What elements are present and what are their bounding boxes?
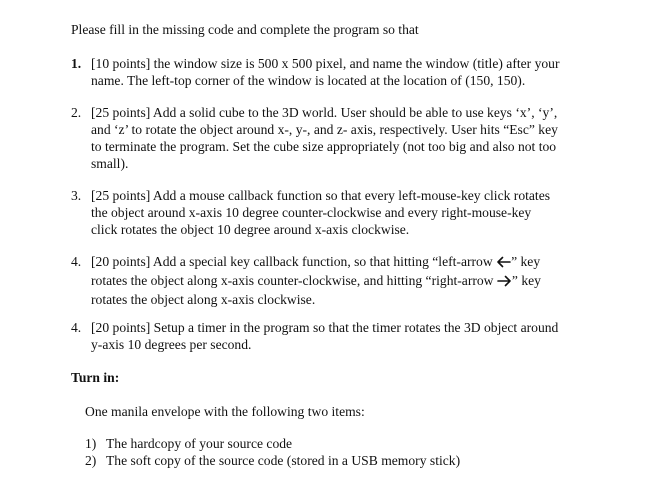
task-body: [91, 187, 601, 238]
task-line: [91, 272, 601, 291]
task-line: name. The left-top corner of the window is located at the location of (150, 150).: [91, 73, 526, 88]
task-body: [91, 104, 601, 172]
task-line: rotates the object along x-axis clockwise.: [91, 292, 316, 307]
task-line-text: ” key: [511, 273, 541, 288]
task-item-4: [71, 253, 601, 308]
task-line: [10 points] the window size is 500 x 500 pixel, and name the window (title) after your: [91, 56, 560, 71]
task-line: to terminate the program. Set the cube size appropriately (not too big and also not too: [91, 139, 557, 154]
task-body: [91, 319, 601, 353]
task-number: 4.: [71, 320, 82, 335]
left-arrow-icon: [496, 255, 511, 272]
task-body: [91, 55, 601, 89]
task-line: small).: [91, 156, 129, 171]
task-line-text: ” key: [511, 254, 541, 269]
task-number: 2.: [71, 105, 82, 120]
task-line: [20 points] Setup a timer in the program so that the timer rotates the 3D object around: [91, 320, 559, 335]
task-line: [25 points] Add a solid cube to the 3D world. User should be able to use keys ‘x’, ‘y’,: [91, 105, 558, 120]
right-arrow-icon: [497, 274, 512, 291]
task-line: and ‘z’ to rotate the object around x-, y-, and z- axis, respectively. User hits “Esc” key: [91, 122, 558, 137]
task-line: [91, 253, 601, 272]
task-item-2: [71, 104, 601, 172]
sub-item-1: [85, 435, 292, 452]
task-item-3: [71, 187, 601, 238]
task-line-text: [20 points] Add a special key callback function, so that hitting “left-arrow: [91, 254, 493, 269]
task-number: 1.: [71, 56, 82, 71]
sub-item-number: 2): [85, 453, 97, 468]
task-body: [91, 253, 601, 308]
task-item-5: [71, 319, 601, 353]
intro-text: Please fill in the missing code and complete the program so that: [71, 22, 419, 37]
sub-item-2: [85, 452, 460, 469]
task-line: y-axis 10 degrees per second.: [91, 337, 252, 352]
task-number: 3.: [71, 188, 82, 203]
task-line-text: rotates the object along x-axis counter-clockwise, and hitting “right-arrow: [91, 273, 494, 288]
task-line: the object around x-axis 10 degree counter-clockwise and every right-mouse-key: [91, 205, 532, 220]
turn-in-heading: Turn in:: [71, 370, 120, 385]
sub-item-text: The soft copy of the source code (stored in a USB memory stick): [106, 453, 461, 468]
sub-item-text: The hardcopy of your source code: [106, 436, 293, 451]
task-number: 4.: [71, 254, 82, 269]
task-line: [25 points] Add a mouse callback function so that every left-mouse-key click rotates: [91, 188, 551, 203]
task-item-1: [71, 55, 601, 89]
envelope-text: One manila envelope with the following two items:: [85, 404, 365, 419]
sub-item-number: 1): [85, 436, 97, 451]
task-line: click rotates the object 10 degree around x-axis clockwise.: [91, 222, 410, 237]
